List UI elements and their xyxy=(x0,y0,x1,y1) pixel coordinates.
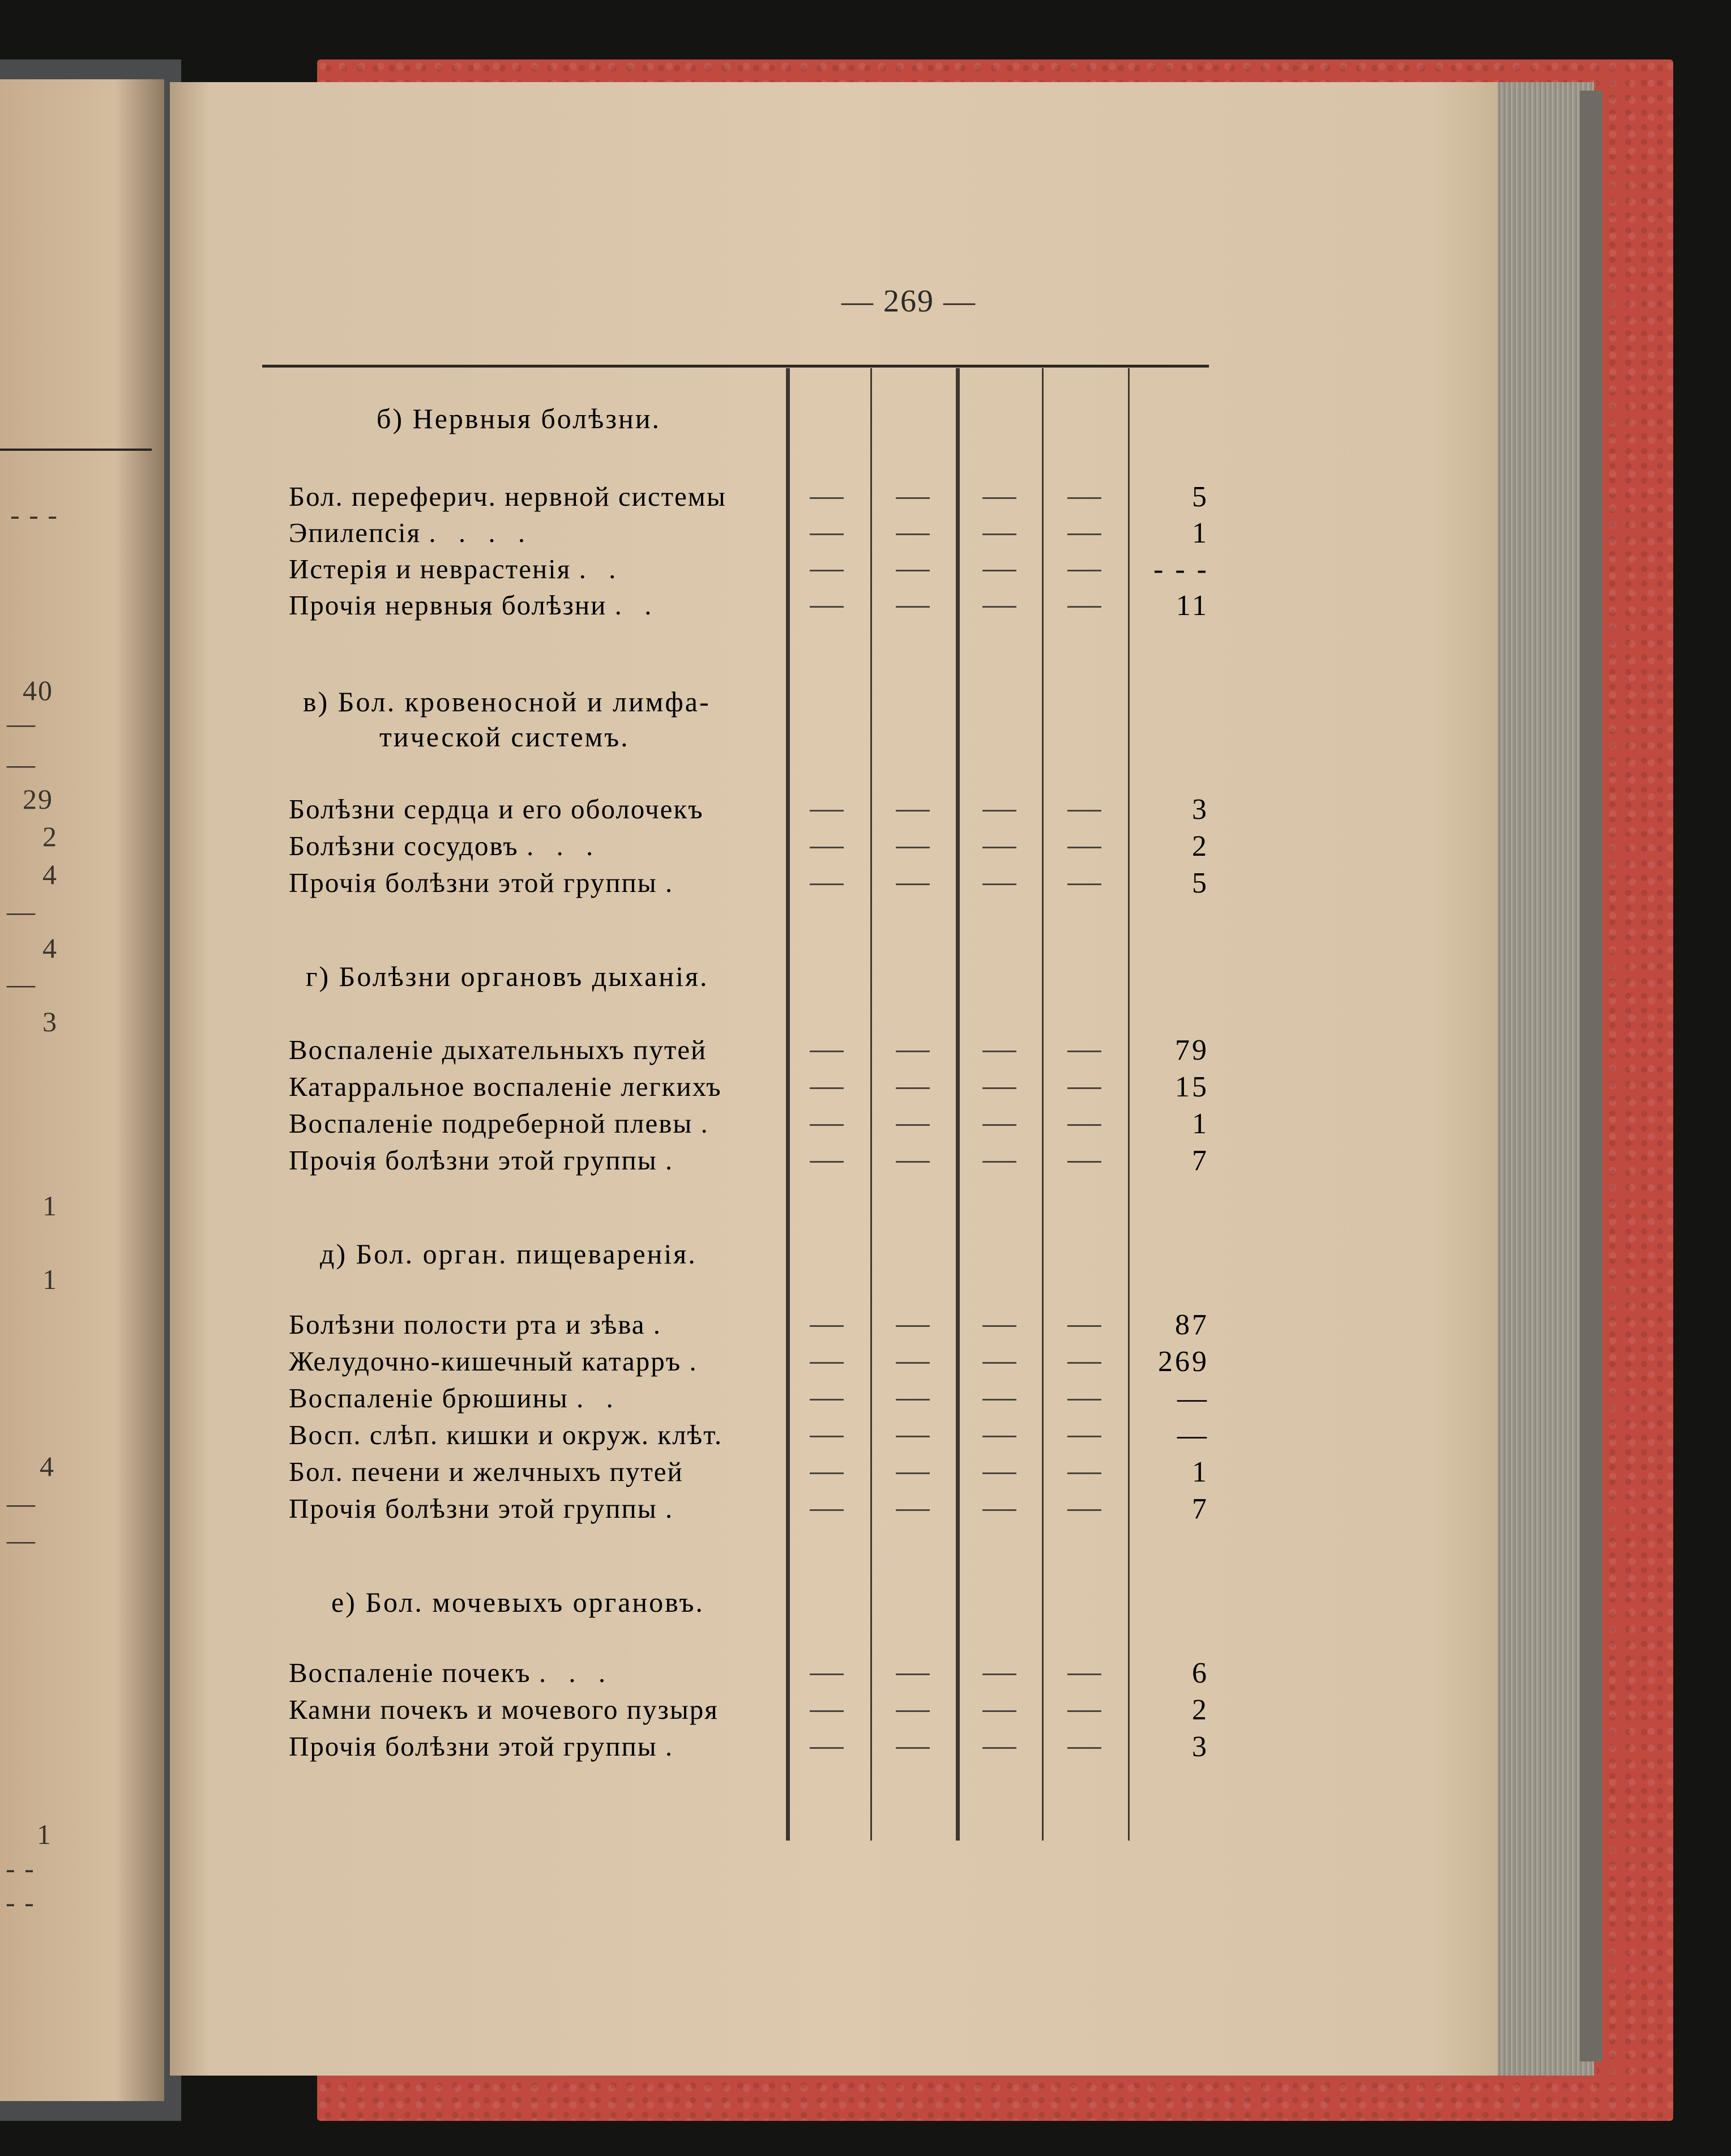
left-page-rule xyxy=(0,449,152,451)
left-cell: 3 xyxy=(42,1006,58,1038)
page-block-shadow xyxy=(1580,91,1602,2061)
empty-cell-dash xyxy=(810,1436,844,1437)
empty-cell-dash xyxy=(810,1161,844,1163)
empty-cell-dash xyxy=(982,1472,1016,1474)
section-heading: е) Бол. мочевыхъ органовъ. xyxy=(331,1586,704,1618)
row-label: Воспаленіе подреберной плевы . xyxy=(289,1108,716,1139)
left-cell: 29 xyxy=(23,783,53,815)
row-value: — xyxy=(1177,1382,1209,1415)
empty-cell-dash xyxy=(982,1161,1016,1163)
empty-cell-dash xyxy=(896,533,930,535)
column-divider xyxy=(870,368,872,1841)
left-cell: - - - xyxy=(10,499,58,531)
row-value: 15 xyxy=(1175,1071,1209,1103)
empty-cell-dash xyxy=(982,1051,1016,1052)
row-value: 1 xyxy=(1192,1108,1209,1140)
row-label: Восп. слѣп. кишки и окруж. клѣт. xyxy=(289,1419,723,1450)
row-label: Бол. печени и желчныхъ путей xyxy=(289,1456,683,1487)
row-label: Бол. переферич. нервной системы xyxy=(289,481,726,512)
left-cell: - - xyxy=(6,1886,35,1918)
left-cell: 1 xyxy=(42,1263,58,1295)
empty-cell-dash xyxy=(896,1710,930,1712)
section-heading: в) Бол. кровеносной и лимфа- xyxy=(303,686,711,718)
row-label: Катарральное воспаленіе легкихъ xyxy=(289,1071,722,1102)
row-label: Болѣзни сердца и его оболочекъ xyxy=(289,793,704,825)
empty-cell-dash xyxy=(982,1325,1016,1327)
empty-cell-dash xyxy=(896,1124,930,1126)
empty-cell-dash xyxy=(896,847,930,848)
empty-cell-dash xyxy=(1067,1399,1101,1401)
empty-cell-dash xyxy=(810,847,844,848)
empty-cell-dash xyxy=(1067,606,1101,608)
empty-cell-dash xyxy=(982,570,1016,571)
empty-cell-dash xyxy=(982,1710,1016,1712)
empty-cell-dash xyxy=(982,533,1016,535)
row-label: Воспаленіе брюшины . . xyxy=(289,1382,621,1414)
empty-cell-dash xyxy=(1067,1673,1101,1675)
empty-cell-dash xyxy=(810,1747,844,1749)
empty-cell-dash xyxy=(1067,1161,1101,1163)
section-heading: г) Болѣзни органовъ дыханія. xyxy=(306,960,709,992)
empty-cell-dash xyxy=(810,1472,844,1474)
empty-cell-dash xyxy=(810,1325,844,1327)
row-label: Болѣзни полости рта и зѣва . xyxy=(289,1309,669,1340)
table-top-rule xyxy=(262,365,1209,368)
row-value: 269 xyxy=(1158,1346,1209,1378)
empty-cell-dash xyxy=(1067,497,1101,499)
empty-cell-dash xyxy=(1067,810,1101,812)
row-label: Прочія болѣзни этой группы . xyxy=(289,867,681,898)
empty-cell-dash xyxy=(810,533,844,535)
left-cell: 4 xyxy=(40,1450,55,1482)
empty-cell-dash xyxy=(982,810,1016,812)
empty-cell-dash xyxy=(1067,1087,1101,1089)
empty-cell-dash xyxy=(982,847,1016,848)
left-cell: — xyxy=(7,968,36,1000)
empty-cell-dash xyxy=(982,1436,1016,1437)
page-number: — 269 — xyxy=(841,284,976,319)
empty-cell-dash xyxy=(810,1710,844,1712)
empty-cell-dash xyxy=(982,1509,1016,1511)
empty-cell-dash xyxy=(896,1673,930,1675)
left-cell: — xyxy=(7,1524,36,1556)
row-label: Камни почекъ и мочевого пузыря xyxy=(289,1694,719,1725)
row-value: 11 xyxy=(1176,590,1209,622)
empty-cell-dash xyxy=(982,1747,1016,1749)
empty-cell-dash xyxy=(896,1051,930,1052)
empty-cell-dash xyxy=(810,497,844,499)
left-cell: — xyxy=(7,895,36,927)
empty-cell-dash xyxy=(982,1124,1016,1126)
empty-cell-dash xyxy=(896,1472,930,1474)
row-label: Истерія и неврастенія . . xyxy=(289,553,624,584)
left-cell: 1 xyxy=(37,1818,52,1850)
left-cell: 1 xyxy=(42,1190,58,1222)
empty-cell-dash xyxy=(896,1362,930,1364)
empty-cell-dash xyxy=(810,1087,844,1089)
empty-cell-dash xyxy=(1067,533,1101,535)
row-label: Эпилепсія . . . . xyxy=(289,517,533,548)
row-value: 7 xyxy=(1192,1493,1209,1525)
row-value: 2 xyxy=(1192,1694,1209,1726)
empty-cell-dash xyxy=(1067,1051,1101,1052)
empty-cell-dash xyxy=(810,1362,844,1364)
section-heading: б) Нервныя болѣзни. xyxy=(377,403,661,434)
left-cell: 2 xyxy=(42,821,58,852)
empty-cell-dash xyxy=(982,1673,1016,1675)
empty-cell-dash xyxy=(1067,1362,1101,1364)
empty-cell-dash xyxy=(896,1436,930,1437)
empty-cell-dash xyxy=(810,1399,844,1401)
left-cell: 4 xyxy=(42,859,58,890)
row-value: — xyxy=(1177,1419,1209,1451)
row-value: 7 xyxy=(1192,1145,1209,1177)
row-value: - - - xyxy=(1153,553,1209,586)
empty-cell-dash xyxy=(1067,570,1101,571)
empty-cell-dash xyxy=(810,570,844,571)
empty-cell-dash xyxy=(896,497,930,499)
empty-cell-dash xyxy=(1067,1124,1101,1126)
column-divider xyxy=(786,368,790,1841)
left-cell: — xyxy=(7,707,36,739)
left-cell: - - xyxy=(6,1852,35,1884)
left-cell: 40 xyxy=(23,674,53,706)
empty-cell-dash xyxy=(896,810,930,812)
empty-cell-dash xyxy=(982,1362,1016,1364)
row-value: 5 xyxy=(1192,481,1209,513)
left-facing-page xyxy=(0,79,164,2101)
empty-cell-dash xyxy=(982,606,1016,608)
empty-cell-dash xyxy=(810,1509,844,1511)
empty-cell-dash xyxy=(810,810,844,812)
row-label: Желудочно-кишечный катарръ . xyxy=(289,1346,704,1377)
empty-cell-dash xyxy=(896,1509,930,1511)
section-heading: д) Бол. орган. пищеваренія. xyxy=(320,1238,697,1270)
row-value: 79 xyxy=(1175,1034,1209,1066)
row-value: 3 xyxy=(1192,793,1209,826)
row-value: 3 xyxy=(1192,1731,1209,1763)
empty-cell-dash xyxy=(810,1673,844,1675)
row-value: 2 xyxy=(1192,830,1209,863)
empty-cell-dash xyxy=(896,570,930,571)
section-heading-continued: тической системъ. xyxy=(379,721,630,753)
empty-cell-dash xyxy=(896,1325,930,1327)
row-value: 1 xyxy=(1192,1456,1209,1488)
empty-cell-dash xyxy=(982,883,1016,885)
empty-cell-dash xyxy=(1067,883,1101,885)
left-cell: 4 xyxy=(42,932,58,964)
row-label: Воспаленіе дыхательныхъ путей xyxy=(289,1034,707,1065)
column-divider xyxy=(956,368,960,1841)
row-label: Воспаленіе почекъ . . . xyxy=(289,1657,614,1688)
empty-cell-dash xyxy=(1067,1747,1101,1749)
page-block-edges xyxy=(1484,82,1594,2076)
empty-cell-dash xyxy=(810,883,844,885)
row-value: 5 xyxy=(1192,867,1209,899)
row-label: Прочія болѣзни этой группы . xyxy=(289,1145,681,1176)
empty-cell-dash xyxy=(1067,847,1101,848)
empty-cell-dash xyxy=(1067,1710,1101,1712)
row-value: 6 xyxy=(1192,1657,1209,1689)
row-label: Болѣзни сосудовъ . . . xyxy=(289,830,601,861)
empty-cell-dash xyxy=(810,1051,844,1052)
empty-cell-dash xyxy=(896,883,930,885)
empty-cell-dash xyxy=(810,606,844,608)
empty-cell-dash xyxy=(896,1399,930,1401)
row-label: Прочія болѣзни этой группы . xyxy=(289,1731,681,1762)
empty-cell-dash xyxy=(982,497,1016,499)
row-label: Прочія болѣзни этой группы . xyxy=(289,1493,681,1524)
left-cell: — xyxy=(7,748,36,780)
empty-cell-dash xyxy=(896,1161,930,1163)
empty-cell-dash xyxy=(1067,1472,1101,1474)
empty-cell-dash xyxy=(896,1747,930,1749)
empty-cell-dash xyxy=(810,1124,844,1126)
empty-cell-dash xyxy=(896,606,930,608)
empty-cell-dash xyxy=(896,1087,930,1089)
row-value: 87 xyxy=(1175,1309,1209,1341)
row-label: Прочія нервныя болѣзни . . xyxy=(289,590,660,621)
empty-cell-dash xyxy=(982,1399,1016,1401)
left-cell: — xyxy=(7,1487,36,1519)
empty-cell-dash xyxy=(1067,1325,1101,1327)
empty-cell-dash xyxy=(1067,1509,1101,1511)
empty-cell-dash xyxy=(982,1087,1016,1089)
column-divider xyxy=(1042,368,1044,1841)
empty-cell-dash xyxy=(1067,1436,1101,1437)
row-value: 1 xyxy=(1192,517,1209,549)
